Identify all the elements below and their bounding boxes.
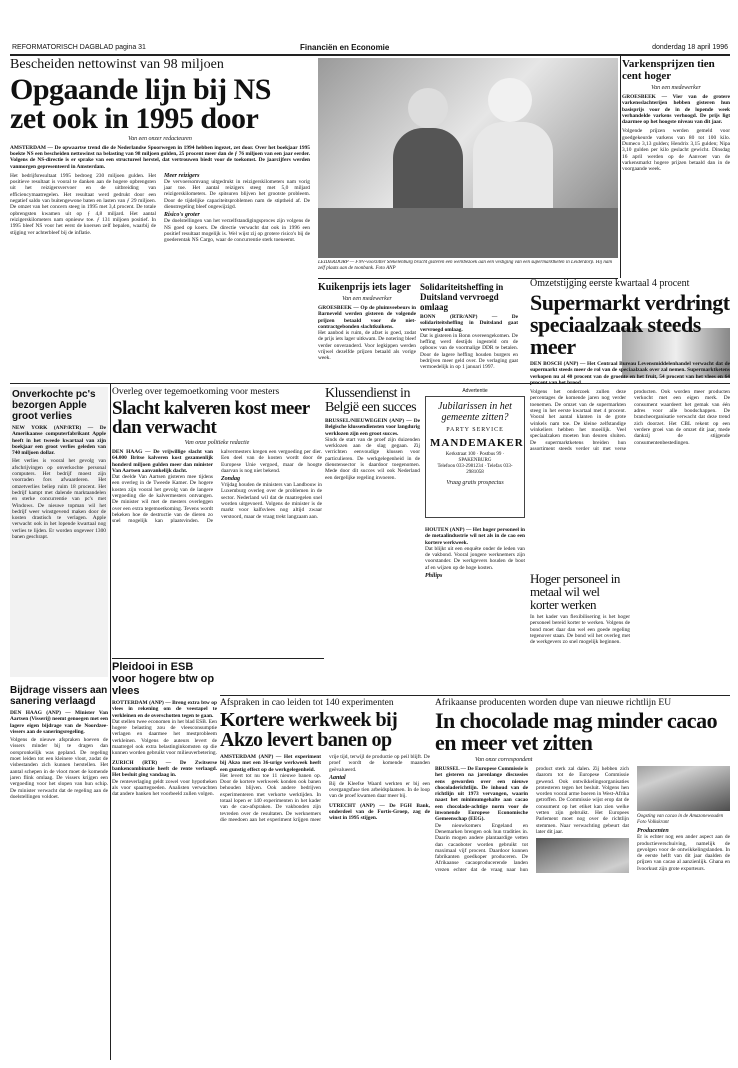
hoger-headline: Hoger personeel in metaal wil wel korter werken xyxy=(530,572,620,612)
solid-article xyxy=(420,282,518,382)
varken-lead xyxy=(622,94,730,125)
person-head-2 xyxy=(488,78,532,122)
apple-article xyxy=(10,387,108,677)
choc-headline: In chocolade mag minder cacao en meer vet zitten xyxy=(435,708,718,755)
choc-inter: Producenten xyxy=(637,828,669,835)
zurich-body: De renteverlaging geldt zowel voor hypotheken als voor spaartegoeden. Analisten verwachten dat andere banken het voorbeeld zullen volgen. xyxy=(112,778,217,798)
vertical-rule-1 xyxy=(110,384,111,1060)
person-body-2 xyxy=(473,122,553,222)
klus-lead-text: BRUSSEL/NIEUWEGEIN (ANP) — De Belgische klussendiensten voor langdurig werklozen zijn een groot succes. xyxy=(325,418,420,437)
ns-byline: Van een onzer redacteuren xyxy=(128,135,192,142)
zurich-lead-text: ZURICH (RTR) — De Zwitserse bankencombinatie heeft de rente verlaagd. Het besluit ging vandaag in. xyxy=(112,759,217,779)
kuiken-headline: Kuikenprijs iets lager xyxy=(318,282,411,293)
klus-article xyxy=(325,387,420,707)
pleidooi-lead xyxy=(112,700,217,719)
slacht-inter: Zondag xyxy=(221,476,241,483)
varken-body: Volgende prijzen werden gemeld voor goedgekeurde varkens van 80 tot 100 kilo. Dumeco 3,13 gulden; Hendrix 3,15 gulden; Nipa 3,10 gulden per kilo geslacht gewicht. Dinsdag 16 april werden op de Aanvoer van de varkensmarkt hogere prijzen betaald dan in de voorgaande week. xyxy=(622,128,730,173)
vissers-lead xyxy=(10,710,108,735)
ad-label: Advertentie xyxy=(462,388,488,394)
ns-body3: De doelstellingen van het verzelfstandigingsproces zijn volgens de NS goed op koers. De directie verwacht dat ook in 1996 een positief resultaat mogelijk is. Wel wijst zij op grotere risico's bij de goederentak NS Cargo, waar de concurrentie sterk toeneemt. xyxy=(164,218,310,244)
ns-body2: De vervoersomvang uitgedrukt in reizigerskilometers nam vorig jaar toe. Het aantal reizigers steeg met 5,0 miljard reizigerskilometers. De spitsuren blijven het grootste probleem. Door de tijdelijke capaciteitsproblemen nam de stiptheid af. De dienstregeling bleef ongewijzigd. xyxy=(164,178,310,211)
ns-inter2: Risico's groter xyxy=(164,212,200,219)
person-body-1 xyxy=(393,128,463,218)
vissers-lead-text: DEN HAAG (ANP) — Minister Van Aartsen (Visserij) neemt genoegen met een lagere eigen bijdrage van de Noordzee-vissers aan de saneringsregeling. xyxy=(10,710,108,735)
super-lead xyxy=(530,361,730,386)
apple-body: Het verlies is vooral het gevolg van afschrijvingen op onverkochte personal computers. Het bedrijf moest zijn voorraden fors afwaarderen. Het omzetverlies beliep ruim 18 procent. Het bedrijf kampt met dalende marktaandelen en sterke concurrentie van pc's met Windows. De nieuwe topman wil het bedrijf weer winstgevend maken door de kosten drastisch te verlagen. Apple verwacht ook in het lopende kwartaal nog verlies te lijden. Er worden ongeveer 1300 banen geschrapt. xyxy=(12,458,106,541)
ns-kicker: Bescheiden nettowinst van 98 miljoen xyxy=(10,58,224,72)
kuiken-byline: Van een medewerker xyxy=(342,296,392,302)
slacht-article xyxy=(112,387,322,657)
choc-article xyxy=(435,698,730,1060)
varken-headline: Varkensprijzen tien cent hoger xyxy=(622,58,715,82)
slacht-body: Dat deelde Van Aartsen gisteren mee tijdens een overleg in de Tweede Kamer. De hogere kosten zijn vooral het gevolg van de langere vergoeding die de kalvermesters ontvangen. De minister wil met de mesters overleggen over een extra tegemoetkoming. Tevens wordt bekeken hoe de destructie van de dieren zo snel mogelijk kan plaatsvinden. De kalvermesters kregen een vergoeding per dier. Een deel van de kosten wordt door de Europese Unie vergoed, maar de hoogte daarvan is nog niet bekend. xyxy=(112,449,322,525)
slacht-kicker: Overleg over tegemoetkoming voor mesters xyxy=(112,387,280,397)
ns-headline: Opgaande lijn bij NS zet ook in 1995 door xyxy=(10,72,271,135)
kort-kicker: Afspraken in cao leiden tot 140 experimenten xyxy=(220,698,394,708)
counter xyxy=(318,208,618,258)
kort-ut-text: UTRECHT (ANP) — De FGH Bank, onderdeel van de Fortis-Groep, zag de winst in 1995 stijgen. xyxy=(329,802,430,822)
kort-headline: Kortere werkweek bij Akzo levert banen op xyxy=(220,709,398,751)
choc-byline: Van onze correspondent xyxy=(475,757,533,763)
houten-lead-text: HOUTEN (ANP) — Het hoger personeel in de metaalindustrie wil net als in de cao een kortere werkweek. xyxy=(425,527,525,546)
kort-lead-text: AMSTERDAM (ANP) — Het experiment bij Akzo met een 36-urige werkweek heeft een gunstig effect op de werkgelegenheid. xyxy=(220,754,321,773)
rule-3 xyxy=(112,658,324,659)
houten-inter: Philips xyxy=(425,573,443,580)
ns-article xyxy=(10,58,310,380)
vissers-article xyxy=(10,685,108,1060)
ad-title: Jubilarissen in het gemeente zitten? xyxy=(438,401,512,423)
super-columns xyxy=(530,389,730,452)
slacht-columns xyxy=(112,449,322,525)
slacht-byline: Van onze politieke redactie xyxy=(184,440,250,446)
page-header-left: REFORMATORISCH DAGBLAD pagina 31 xyxy=(12,44,146,51)
ad-box xyxy=(425,396,525,518)
slacht-headline: Slacht kalveren kost meer dan verwacht xyxy=(112,398,310,438)
kort-lead xyxy=(220,754,321,773)
choc-lead-text: BRUSSEL — De Europese Commissie is het gisteren na jarenlange discussies eens geworden over een nieuwe chocoladerichtlijn. De inhoud van de richtlijn uit 1973 vervangen, waarin naast het minimumgehalte aan cacao een chocolade-achtige norm voor de inwonende Europese Economische Gemeenschap (EEG). xyxy=(435,766,528,823)
ad-sub: PARTY SERVICE xyxy=(446,427,504,433)
solid-lead xyxy=(420,314,518,333)
super-body: Volgens het onderzoek zullen deze percentages de komende jaren nog verder toenemen. De omzet van de supermarkten steeg in het eerste kwartaal met 4 procent. Vooral het aantal klanten in de grote winkels nam toe. De kleine zelfstandige winkeliers hebben het moeilijk. Veel speciaalzaken moeten hun deuren sluiten. De supermarktketens breiden hun assortiment steeds verder uit met verse producten. Ook worden meer producten verkocht met een eigen merk. De consument waardeert het gemak van één adres voor alle boodschappen. De brancheorganisatie verwacht dat deze trend zich doorzet. Het CBL rekent op een verdere groei van de omzet dit jaar, mede dankzij de stijgende consumentenbestedingen. xyxy=(530,389,730,452)
choc-columns xyxy=(435,766,730,1060)
kort-body2: Bij de Kleefse Waard werkten er bij een overgangsfase tien arbeidsplaatsen. In de loop van de proef kwamen daar meer bij. xyxy=(329,780,430,800)
ns-body: Het bedrijfsresultaat 1995 bedroeg 230 miljoen gulden. Het positieve resultaat is vooral te danken aan de hogere opbrengsten uit het reizigersvervoer en de uitbreiding van efficiencymaatregelen. Het resultaat werd gedrukt door een negatief saldo van buitengewone baten en lasten van ƒ 29 miljoen. De omzet van het concern steeg in 1995 met 3,4 procent. De totale opbrengsten kwamen uit op ƒ 4,8 miljard. Het aantal reizigerskilometers nam opnieuw toe. ƒ 131 miljoen positief. In 1995 bleef NS voor het eerst de koersen zelf bepalen, waarbij de stijging ver achterbleef bij de inflatie. xyxy=(10,172,156,236)
pleidooi-body: Dat stellen twee economen in het blad ESB. Een hogere belasting zou de vleesconsumptie verlagen en daarmee het mestprobleem verkleinen. Volgens de auteurs levert de maatregel ook extra belastinginkomsten op die kunnen worden gebruikt voor milieuverbetering. xyxy=(112,718,217,757)
kort-inter: Aantal xyxy=(329,774,346,781)
varken-byline: Van een medewerker xyxy=(651,85,701,91)
super-lead-text: DEN BOSCH (ANP) — Het Centraal Bureau Levensmiddelenhandel verwacht dat de supermarkt steeds meer de rol van de speciaalzaak over zal nemen. Supermarktketens verkopen nu al 40 procent van de groente en het fruit, 54 procent van het vlees en 64 procent van het brood. xyxy=(530,361,730,386)
houten-body: Dat blijkt uit een enquête onder de leden van de vakbond. Vooral jongere werknemers zijn voorstander. De werkgevers houden de boot af en wijzen op de hoge kosten. xyxy=(425,545,525,571)
klus-headline: Klussendienst in België een succes xyxy=(325,387,417,415)
solid-headline: Solidariteitsheffing in Duitsland vervroegd omlaag xyxy=(420,282,504,312)
pleidooi-headline: Pleidooi in ESB voor hogere btw op vlees xyxy=(112,661,215,697)
hoger-body: In het kader van flexibilisering is het hoger personeel bereid korter te werken. Volgens de bond moet daar dan wel een goede regeling tegenover staan. De bond wil het overleg met de werkgevers zo snel mogelijk beginnen. xyxy=(530,614,630,646)
slacht-lead xyxy=(112,449,213,474)
super-kicker: Omzetstijging eerste kwartaal 4 procent xyxy=(530,278,690,289)
super-headline: Supermarkt verdringt speciaalzaak steeds meer xyxy=(530,290,730,359)
vissers-body: Volgens de nieuwe afspraken hoeven de vissers minder bij te dragen dan oorspronkelijk was gepland. De regeling moet leiden tot een kleinere vloot, zodat de visbestanden zich kunnen herstellen. Het aantal schepen in de vloot moet de komende jaren flink omlaag. De vissers krijgen een vergoeding voor het slopen van hun schip. De minister verwacht dat de regeling aan de doelstellingen voldoet. xyxy=(10,737,108,800)
ns-inter1: Meer reizigers xyxy=(164,172,200,179)
slacht-lead-text: DEN HAAG — De vrijwillige slacht van 64.000 Britse kalveren kost gezamenlijk honderd miljoen gulden meer dan minister Van Aartsen aanvankelijk dacht. xyxy=(112,449,213,474)
kort-article xyxy=(220,698,430,1060)
ad-tel: Telefoon 033-2981234 · Telefax 033-2981058 xyxy=(437,464,513,475)
ad-brand: MANDEMAKER xyxy=(430,437,524,449)
header-rule xyxy=(10,54,730,56)
vertical-rule-2 xyxy=(620,56,621,278)
advertisement xyxy=(425,388,525,523)
kort-columns xyxy=(220,754,430,823)
slacht-body2: Vrijdag houden de ministers van Landbouw in Luxemburg overleg over de problemen in de sector. Nederland wil dat de maatregelen snel worden uitgevoerd. Volgens de minister is de markt voor kalfsvlees nog altijd zwaar verstoord, maar de vraag trekt langzaam aan. xyxy=(221,482,322,520)
ns-lead-text: AMSTERDAM — De opwaartse trend die de Nederlandse Spoorwegen in 1994 hebben ingezet, zet door. Over het boekjaar 1995 boekte NS een bescheiden nettowinst na belasting van 98 miljoen gulden, 25 procent meer dan de ƒ 76 miljoen van een jaar eerder. Volgens de NS-directie is er sprake van een structureel herstel, dat vertrouwen biedt voor de toekomst. De jaarcijfers werden vanmorgen gepresenteerd in Amsterdam. xyxy=(10,144,310,170)
choc-caption: Oogsting van cacao in de Amazonewouden Foto Volkskrant xyxy=(637,814,724,826)
choc-lead xyxy=(435,766,528,823)
photo-caption: LEIDERDORP — FNV-voorzitter Stekelenburg bracht gisteren een werkbezoek aan een vestiging van een supermarktketen in Leiderdorp. Hij nam zelf plaats aan de toonbank. Foto ANP xyxy=(318,260,613,271)
kuiken-body: Het aanbod is ruim, de afzet is goed, zodat de prijs iets lager uitkwam. De notering bleef verder onveranderd. Voor legkippen werden vrijwel dezelfde prijzen betaald als vorige week. xyxy=(318,330,416,362)
vissers-headline: Bijdrage vissers aan sanering verlaagd xyxy=(10,685,108,707)
ad-address: Kerkstraat 100 · Postbus 99 · SPAKENBURG xyxy=(445,452,505,463)
klus-lead xyxy=(325,418,420,437)
person-head-1 xyxy=(408,88,448,128)
pleidooi-article xyxy=(112,661,217,861)
rule-4 xyxy=(220,695,730,696)
zurich-lead xyxy=(112,760,217,779)
ns-body-columns xyxy=(10,173,310,244)
apple-lead-text: NEW YORK (ANP/RTR) — De Amerikaanse computerfabrikant Apple heeft in het tweede kwartaal van zijn boekjaar een groot verlies geleden van 740 miljoen dollar. xyxy=(12,425,106,457)
news-photo xyxy=(318,58,618,258)
pleidooi-lead-text: ROTTERDAM (ANP) — Breng extra btw op vlees in rekening om de veestapel te verkleinen en de overschotten tegen te gaan. xyxy=(112,700,217,719)
choc-kicker: Afrikaanse producenten worden dupe van nieuwe richtlijn EU xyxy=(435,698,672,708)
choc-body: De nieuwkomers Engeland en Denemarken brengen ook hun tradities in. Daarin mogen andere plantaardige vetten dan cacaoboter worden gebruikt tot maximaal vijf procent. Daardoor kunnen fabrikanten goedkoper produceren. De Afrikaanse cacaoproducerende landen vrezen echter dat de vraag naar hun product sterk zal dalen. Zij hebben zich daarom tot de Europese Commissie gewend. Ook ontwikkelingsorganisaties protesteren tegen het besluit. Volgens hen worden vooral arme boeren in West-Afrika getroffen. De Commissie wijst erop dat de consument op het etiket kan zien welke vetten zijn gebruikt. Het Europees Parlement moet nog over de richtlijn stemmen. Naar verwachting gebeurt dat later dit jaar. xyxy=(435,766,629,873)
super-article xyxy=(530,278,730,568)
apple-lead xyxy=(12,425,106,456)
ad-note: Vraag gratis prospectus xyxy=(446,480,504,486)
solid-body: Dat is gisteren in Bonn overeengekomen. De heffing werd destijds ingesteld om de opbouw van de voormalige DDR te betalen. Door de lagere heffing houden burgers en bedrijven meer geld over. De verlaging gaat vermoedelijk in op 1 januari 1997. xyxy=(420,332,518,371)
kort-ut xyxy=(329,803,430,822)
section-title: Financiën en Economie xyxy=(300,43,390,52)
ns-lead xyxy=(10,145,310,170)
kort-body: Het levert tot nu toe 11 nieuwe banen op. Door de kortere werkweek konden ook banen behouden blijven. Ook andere bedrijven experimenteren met verkorte werktijden. In totaal lopen er 140 experimenten in het kader van de cao-afspraken. De vakbonden zijn tevreden over de resultaten. De werknemers die meedoen aan het experiment krijgen meer vrije tijd, terwijl de productie op peil blijft. De proef wordt de komende maanden geëvalueerd. xyxy=(220,754,430,823)
solid-lead-text: BONN (RTR/ANP) — De solidariteitsheffing in Duitsland gaat vervroegd omlaag. xyxy=(420,314,518,333)
kuiken-lead xyxy=(318,305,416,330)
kuiken-lead-text: GROESBEEK — Op de pluimveebeurs in Barneveld werden gisteren de volgende prijzen betaald voor de niet-contractgebonden slachtkuikens. xyxy=(318,305,416,330)
apple-headline: Onverkochte pc's bezorgen Apple groot verlies xyxy=(12,389,96,422)
choc-body2: Er is echter nog een ander aspect aan de productieverschuiving, namelijk de gevolgen voor de ontwikkelingslanden. In de eerste helft van dit jaar daalden de prijzen van cacao al aanzienlijk. Ghana en Ivoorkust zijn grote exporteurs. xyxy=(637,834,730,872)
hoger-article xyxy=(530,572,630,692)
klus-body: Sinds de start van de proef zijn duizenden werklozen aan de slag gegaan. Zij verrichten eenvoudige klussen voor particulieren. De werkgelegenheid in de dienstensector is daardoor toegenomen. Mede door dit succes wil ook Nederland een dergelijke regeling invoeren. xyxy=(325,436,420,481)
page-date: donderdag 18 april 1996 xyxy=(652,44,728,51)
houten-lead xyxy=(425,527,525,546)
houten-article xyxy=(425,527,525,707)
varken-lead-text: GROESBEEK — Vier van de grotere varkensslachterijen hebben gisteren hun basisprijs voor de in de lopende week verhandelde varkens verhoogd. De prijs ligt daarmee op het hoogste niveau van dit jaar. xyxy=(622,94,730,126)
kuiken-article xyxy=(318,282,416,382)
